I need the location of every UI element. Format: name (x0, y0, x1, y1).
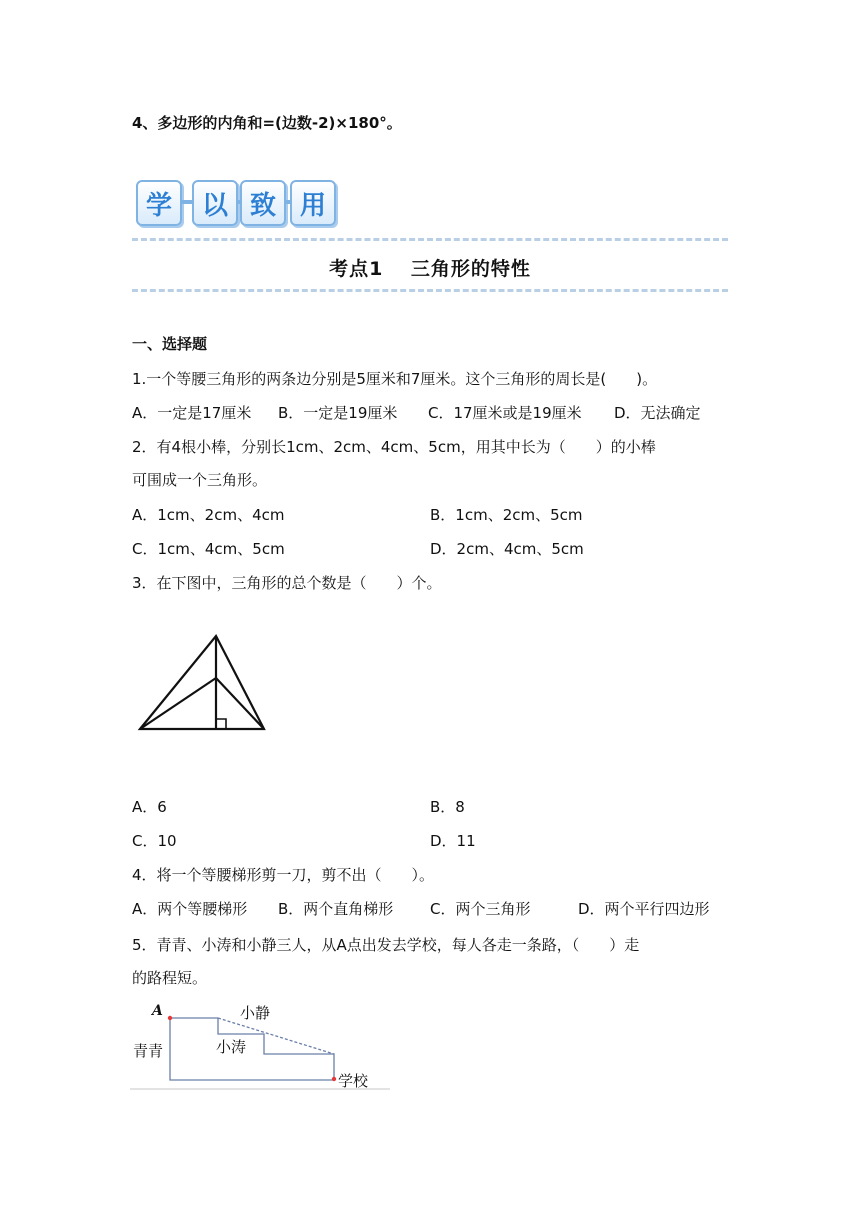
q4-option-d: D．两个平行四边形 (578, 900, 710, 918)
q5-route-figure (130, 1000, 390, 1096)
q2-stem-line1: 2．有4根小棒，分别长1cm、2cm、4cm、5cm，用其中长为（ ）的小棒 (132, 438, 656, 456)
q2-option-b: B．1cm、2cm、5cm (430, 506, 583, 524)
q4-stem: 4．将一个等腰梯形剪一刀，剪不出（ ）。 (132, 866, 435, 884)
q5-stem-line2: 的路程短。 (132, 969, 208, 987)
banner-char-2: 以 (192, 180, 238, 226)
q2-option-c: C．1cm、4cm、5cm (132, 540, 285, 558)
q3-option-c: C．10 (132, 832, 177, 850)
q1-option-a: A．一定是17厘米 (132, 404, 252, 422)
section-title: 考点1 三角形的特性 (329, 258, 531, 280)
divider-top (132, 238, 728, 241)
q5-stem-line1: 5．青青、小涛和小静三人，从A点出发去学校，每人各走一条路，（ ）走 (132, 936, 640, 954)
q3-option-d: D．11 (430, 832, 476, 850)
intro-item-4: 4、多边形的内角和=(边数-2)×180°。 (132, 114, 402, 132)
q3-stem: 3．在下图中，三角形的总个数是（ ）个。 (132, 574, 442, 592)
q1-stem: 1.一个等腰三角形的两条边分别是5厘米和7厘米。这个三角形的周长是( )。 (132, 370, 658, 388)
q4-option-b: B．两个直角梯形 (278, 900, 394, 918)
banner-char-1: 学 (136, 180, 182, 226)
q5-label-xiaotao: 小涛 (216, 1038, 247, 1056)
q4-option-c: C．两个三角形 (430, 900, 531, 918)
divider-bottom (132, 289, 728, 292)
banner-char-4: 用 (290, 180, 336, 226)
q5-label-xiaojing: 小静 (240, 1004, 271, 1022)
q3-triangle-figure (130, 630, 280, 740)
subsection-heading: 一、选择题 (132, 335, 208, 353)
q3-option-a: A．6 (132, 798, 167, 816)
q5-label-a: A (152, 1003, 163, 1019)
q1-option-c: C．17厘米或是19厘米 (428, 404, 582, 422)
q2-option-d: D．2cm、4cm、5cm (430, 540, 584, 558)
q2-stem-line2: 可围成一个三角形。 (132, 471, 268, 489)
q3-option-b: B．8 (430, 798, 465, 816)
q1-option-d: D．无法确定 (614, 404, 701, 422)
q5-label-school: 学校 (338, 1072, 369, 1090)
q5-label-qingqing: 青青 (133, 1042, 164, 1060)
q2-option-a: A．1cm、2cm、4cm (132, 506, 285, 524)
q4-option-a: A．两个等腰梯形 (132, 900, 248, 918)
q1-option-b: B．一定是19厘米 (278, 404, 398, 422)
banner-char-3: 致 (240, 180, 286, 226)
